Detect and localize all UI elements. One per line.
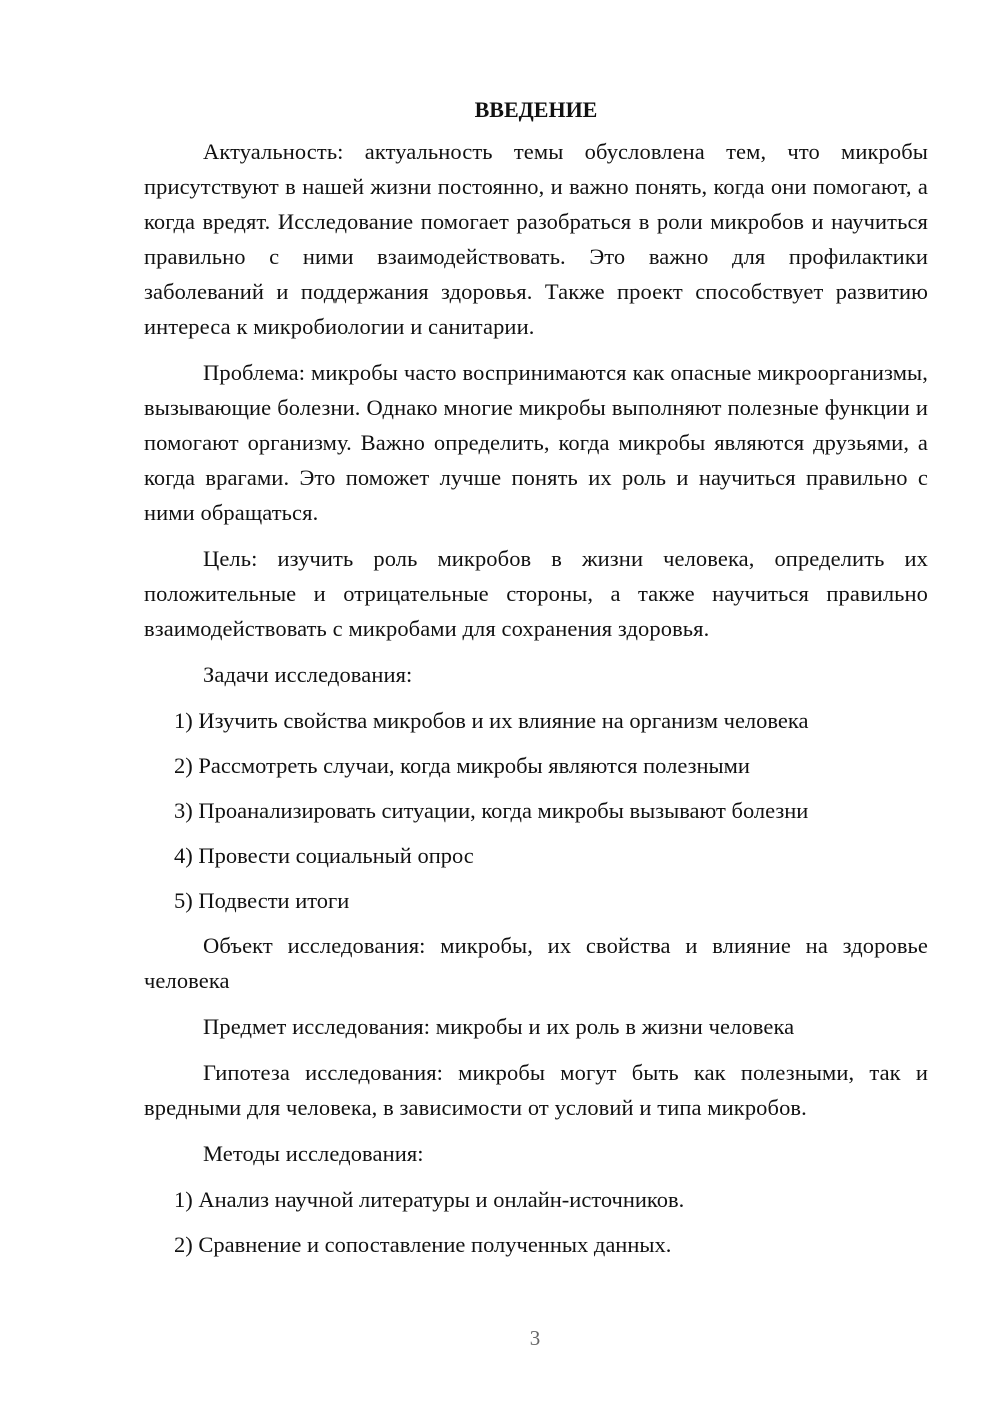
- document-title: ВВЕДЕНИЕ: [474, 97, 598, 122]
- relevance-paragraph: Актуальность: актуальность темы обусловлена тем, что микробы присутствуют в нашей жизни постоянно, и важно понять, когда они помогают, а когда вредят. Исследование помогает разобраться в роли микробов и научиться правильно с ними взаимодействовать. Это важно для профилактики заболеваний и поддержания здоровья. Также проект способствует развитию интереса к микробиологии и санитарии.: [144, 139, 928, 339]
- methods-heading: Методы исследования:: [203, 1141, 424, 1166]
- list-item: 3) Проанализировать ситуации, когда микробы вызывают болезни: [174, 798, 809, 823]
- list-item: 1) Изучить свойства микробов и их влияние на организм человека: [174, 708, 809, 733]
- hypothesis-paragraph: Гипотеза исследования: микробы могут быть как полезными, так и вредными для человека, в зависимости от условий и типа микробов.: [144, 1060, 928, 1120]
- methods-list: [144, 1182, 928, 1262]
- list-item: 2) Рассмотреть случаи, когда микробы являются полезными: [174, 753, 750, 778]
- list-item: 4) Провести социальный опрос: [174, 843, 474, 868]
- problem-paragraph: Проблема: микробы часто воспринимаются как опасные микроорганизмы, вызывающие болезни. Однако многие микробы выполняют полезные функции и помогают организму. Важно определить, когда микробы являются друзьями, а когда врагами. Это поможет лучше понять их роль и научиться правильно с ними обращаться.: [144, 360, 928, 525]
- tasks-list: [144, 703, 928, 918]
- subject-paragraph: Предмет исследования: микробы и их роль в жизни человека: [203, 1014, 795, 1039]
- object-paragraph: Объект исследования: микробы, их свойства и влияние на здоровье человека: [144, 933, 928, 993]
- page-number: 3: [529, 1326, 541, 1350]
- list-item: 1) Анализ научной литературы и онлайн-источников.: [174, 1187, 685, 1212]
- list-item: 2) Сравнение и сопоставление полученных данных.: [174, 1232, 672, 1257]
- tasks-heading: Задачи исследования:: [203, 662, 413, 687]
- document-page: [144, 92, 928, 1272]
- goal-paragraph: Цель: изучить роль микробов в жизни человека, определить их положительные и отрицательные стороны, а также научиться правильно взаимодействовать с микробами для сохранения здоровья.: [144, 546, 928, 641]
- list-item: 5) Подвести итоги: [174, 888, 350, 913]
